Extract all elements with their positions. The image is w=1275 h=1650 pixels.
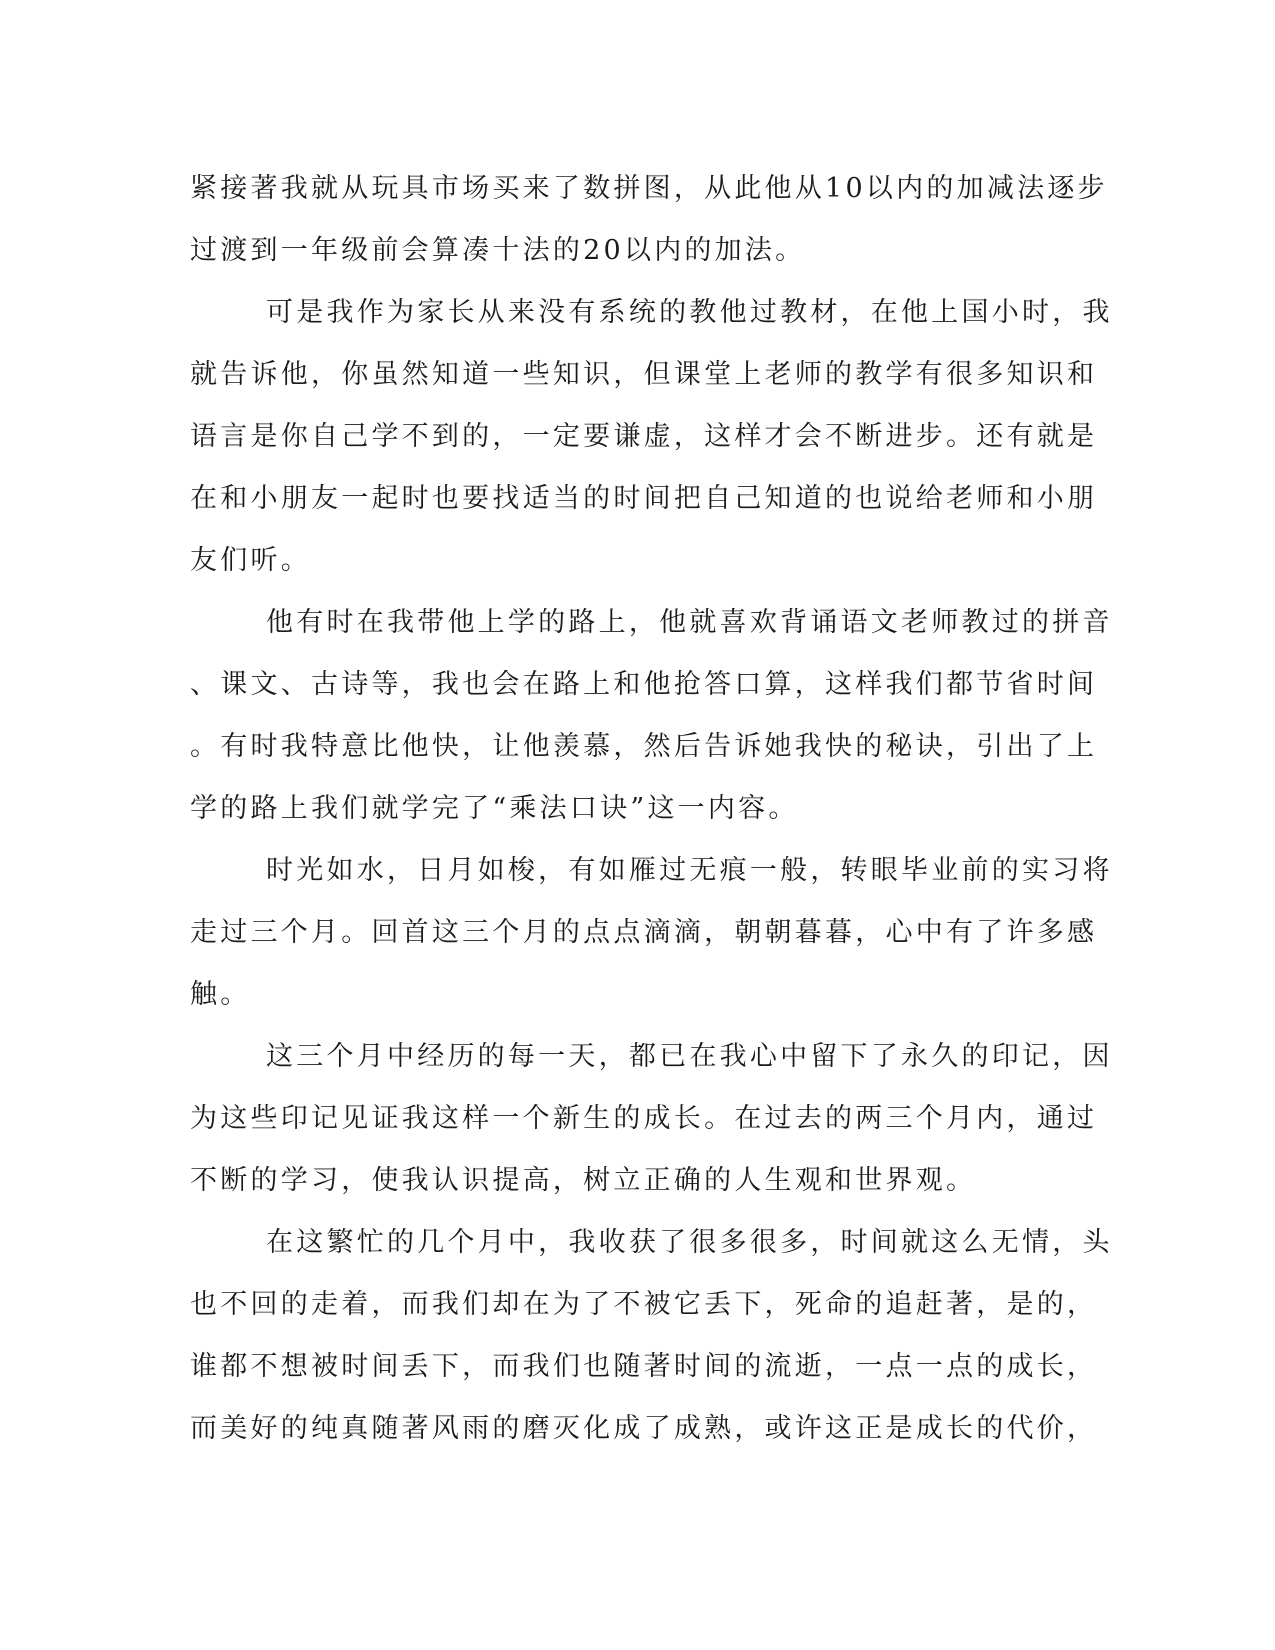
text-line: 语言是你自己学不到的，一定要谦虚，这样才会不断进步。还有就是 (190, 421, 1098, 452)
text-line: 这三个月中经历的每一天，都已在我心中留下了永久的印记，因 (266, 1041, 1113, 1072)
paragraph-3 (190, 592, 1113, 840)
paragraph-2 (190, 282, 1113, 592)
text-line: 而美好的纯真随著风雨的磨灭化成了成熟，或许这正是成长的代价， (190, 1413, 1098, 1444)
text-line: 时光如水，日月如梭，有如雁过无痕一般，转眼毕业前的实习将 (266, 855, 1113, 886)
paragraph-4 (190, 840, 1113, 1026)
paragraph-1 (190, 158, 1108, 282)
text-line: 紧接著我就从玩具市场买来了数拼图，从此他从10以内的加减法逐步 (190, 173, 1108, 204)
text-line: 为这些印记见证我这样一个新生的成长。在过去的两三个月内，通过 (190, 1103, 1098, 1134)
text-line: 。有时我特意比他快，让他羡慕，然后告诉她我快的秘诀，引出了上 (190, 731, 1098, 762)
paragraph-5 (190, 1026, 1113, 1212)
text-line: 过渡到一年级前会算凑十法的20以内的加法。 (190, 235, 806, 266)
body-text (190, 158, 1113, 1460)
text-line: 走过三个月。回首这三个月的点点滴滴，朝朝暮暮，心中有了许多感 (190, 917, 1098, 948)
text-line: 友们听。 (190, 545, 311, 576)
text-line: 、课文、古诗等，我也会在路上和他抢答口算，这样我们都节省时间 (190, 669, 1098, 700)
paragraph-6 (190, 1212, 1113, 1460)
text-line: 谁都不想被时间丢下，而我们也随著时间的流逝，一点一点的成长， (190, 1351, 1098, 1382)
text-line: 也不回的走着，而我们却在为了不被它丢下，死命的追赶著，是的， (190, 1289, 1098, 1320)
text-line: 在这繁忙的几个月中，我收获了很多很多，时间就这么无情，头 (266, 1227, 1113, 1258)
text-line: 学的路上我们就学完了“乘法口诀”这一内容。 (190, 793, 799, 824)
text-line: 可是我作为家长从来没有系统的教他过教材，在他上国小时，我 (266, 297, 1113, 328)
text-line: 就告诉他，你虽然知道一些知识，但课堂上老师的教学有很多知识和 (190, 359, 1098, 390)
text-line: 触。 (190, 979, 251, 1010)
text-line: 他有时在我带他上学的路上，他就喜欢背诵语文老师教过的拼音 (266, 607, 1113, 638)
text-line: 不断的学习，使我认识提高，树立正确的人生观和世界观。 (190, 1165, 977, 1196)
text-line: 在和小朋友一起时也要找适当的时间把自己知道的也说给老师和小朋 (190, 483, 1098, 514)
